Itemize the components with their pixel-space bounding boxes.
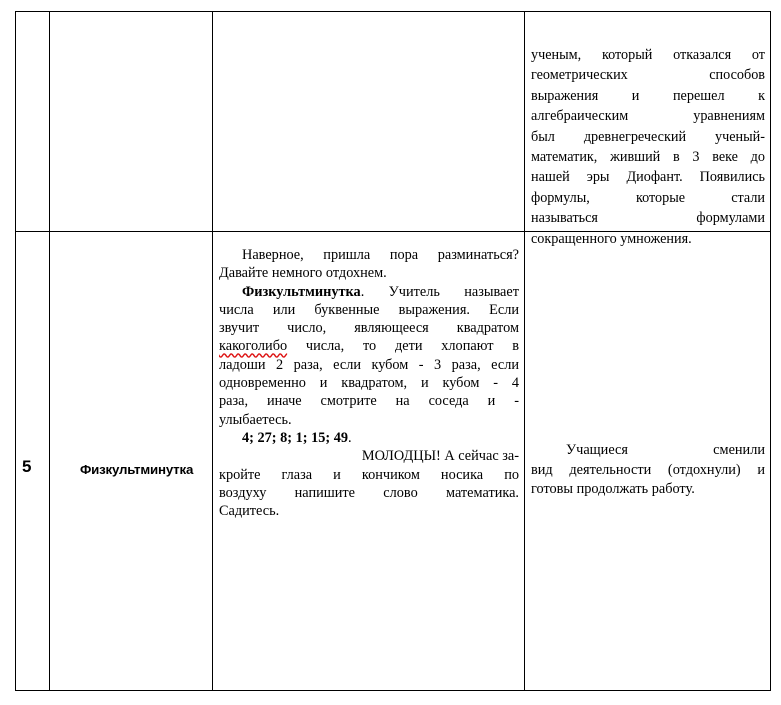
text-line: Давайте немного отдохнем. [219, 265, 387, 282]
text-line: был древнегреческий ученый- [531, 128, 765, 145]
column-divider [524, 11, 525, 691]
table-border-right [770, 11, 771, 691]
text-line: улыбаетесь. [219, 411, 292, 428]
bold-term: Физкультминутка [242, 283, 361, 300]
column-divider [49, 11, 50, 691]
text-line: кройте глаза и кончиком носика по [219, 466, 519, 483]
text-line: ладоши 2 раза, если кубом - 3 раза, если [219, 356, 519, 373]
text-line: Учащиеся сменили [566, 442, 765, 458]
text-line: готовы продолжать работу. [531, 481, 695, 498]
teacher-activity-text [219, 246, 519, 520]
text-line: формулы, которые стали [531, 189, 765, 206]
text-line: математик, живший в 3 веке до [531, 149, 765, 166]
text-line: сокращенного умножения. [531, 230, 692, 247]
text-line: нашей эры Диофант. Появились [531, 169, 765, 186]
text-line: алгебраическим уравнениям [531, 108, 765, 125]
table-border-left [15, 11, 16, 691]
text-line [219, 337, 519, 355]
spellcheck-word: какоголибо [219, 338, 288, 355]
text-line: выражения и перешел к [531, 87, 765, 104]
stage-name: Физкультминутка [80, 462, 194, 477]
table-border-top [15, 11, 771, 12]
result-cell-text [531, 45, 765, 249]
text-line [219, 283, 519, 301]
text-line: называться формулами [531, 210, 765, 227]
text-line: Садитесь. [219, 503, 280, 520]
text-line: раза, иначе смотрите на соседа и - [219, 393, 519, 410]
student-activity-text [531, 441, 765, 500]
text-fragment: . Учитель называет [360, 283, 519, 300]
table-border-bottom [15, 690, 771, 691]
text-line: одновременно и квадратом, и кубом - 4 [219, 375, 519, 392]
column-divider [212, 11, 213, 691]
text-fragment: . [348, 429, 352, 446]
text-line [219, 429, 519, 447]
text-line: вид деятельности (отдохнули) и [531, 461, 765, 478]
text-line: МОЛОДЦЫ! А сейчас за- [361, 448, 519, 465]
text-line: геометрических способов [531, 67, 765, 84]
text-fragment: числа, то дети хлопают в [287, 338, 519, 355]
row-number: 5 [22, 457, 32, 476]
number-sequence: 4; 27; 8; 1; 15; 49 [242, 429, 349, 446]
text-line: Наверное, пришла пора разминаться? [242, 247, 519, 263]
text-line: воздуху напишите слово математика. [219, 484, 519, 501]
text-line: звучит число, являющееся квадратом [219, 320, 519, 337]
text-line: ученым, который отказался от [531, 47, 765, 63]
text-line: числа или буквенные выражения. Если [219, 301, 519, 318]
